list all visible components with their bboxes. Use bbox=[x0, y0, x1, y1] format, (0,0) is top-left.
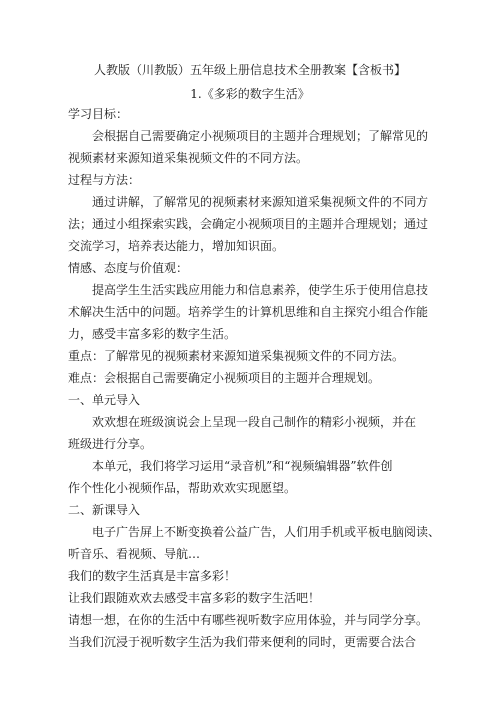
document-header: 人教版（川教版）五年级上册信息技术全册教案【含板书】 bbox=[93, 63, 406, 77]
emotion-line: 术解决生活中的问题。培养学生的计算机思维和自主探究小组合作能 bbox=[68, 305, 429, 319]
body-line: 让我们跟随欢欢去感受丰富多彩的数字生活吧！ bbox=[68, 591, 321, 605]
objectives-heading: 学习目标： bbox=[68, 107, 129, 121]
body-line: 我们的数字生活真是丰富多彩！ bbox=[68, 569, 237, 583]
difficult-point: 难点：会根据自己需要确定小视频项目的主题并合理规划。 bbox=[68, 371, 381, 385]
process-line: 通过讲解，了解常见的视频素材来源知道采集视频文件的不同方 bbox=[92, 195, 429, 209]
process-line: 交流学习，培养表达能力，增加知识面。 bbox=[68, 239, 285, 253]
section-1-line: 班级进行分享。 bbox=[68, 437, 153, 451]
process-line: 法；通过小组探索实践，会确定小视频项目的主题并合理规划；通过 bbox=[68, 217, 429, 231]
body-line: 请想一想，在你的生活中有哪些视听数字应用体验，并与同学分享。 bbox=[68, 613, 429, 627]
lesson-title: 1.《多彩的数字生活》 bbox=[190, 87, 310, 101]
objective-line: 视频素材来源知道采集视频文件的不同方法。 bbox=[68, 151, 309, 165]
key-point: 重点：了解常见的视频素材来源知道采集视频文件的不同方法。 bbox=[68, 349, 405, 363]
section-2-line: 听音乐、看视频、导航… bbox=[68, 547, 201, 561]
emotion-line: 提高学生生活实践应用能力和信息素养，使学生乐于使用信息技 bbox=[92, 283, 429, 297]
section-2-line: 电子广告屏上不断变换着公益广告，人们用手机或平板电脑阅读、 bbox=[92, 525, 441, 539]
section-1-heading: 一、单元导入 bbox=[68, 393, 141, 407]
emotion-heading: 情感、态度与价值观： bbox=[68, 261, 189, 275]
process-heading: 过程与方法： bbox=[68, 173, 141, 187]
objective-line: 会根据自己需要确定小视频项目的主题并合理规划；了解常见的 bbox=[92, 129, 429, 143]
section-1-line: 欢欢想在班级演说会上呈现一段自己制作的精彩小视频，并在 bbox=[92, 415, 417, 429]
emotion-line: 力，感受丰富多彩的数字生活。 bbox=[68, 327, 237, 341]
section-1-line: 本单元，我们将学习运用“录音机”和“视频编辑器”软件创 bbox=[92, 459, 393, 473]
section-2-heading: 二、新课导入 bbox=[68, 503, 141, 517]
section-1-line: 作个性化小视频作品，帮助欢欢实现愿望。 bbox=[68, 481, 297, 495]
body-line: 当我们沉浸于视听数字生活为我们带来便利的同时，更需要合法合 bbox=[68, 635, 417, 649]
